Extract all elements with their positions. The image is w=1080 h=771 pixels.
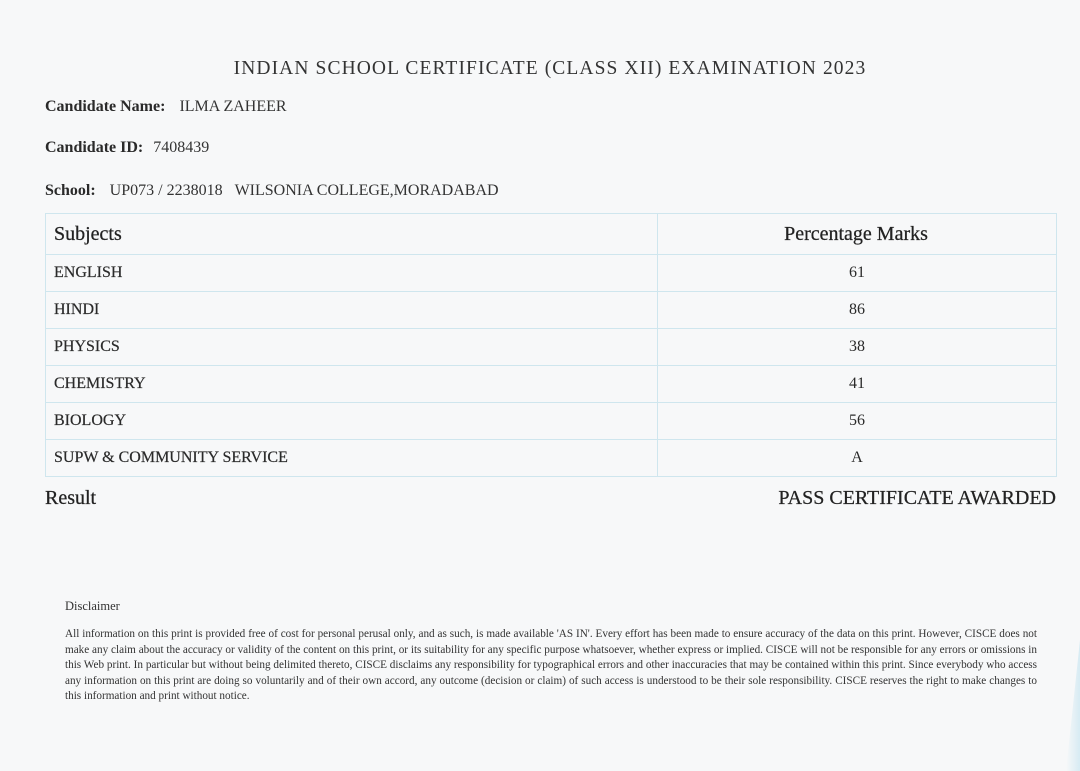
percentage-header: Percentage Marks (658, 214, 1057, 255)
candidate-name-label: Candidate Name: (45, 98, 166, 115)
page-title: INDIAN SCHOOL CERTIFICATE (CLASS XII) EXAMINATION 2023 (233, 58, 867, 79)
table-row (46, 366, 1057, 403)
table-row (46, 403, 1057, 440)
result-label: Result (45, 487, 97, 509)
table-row (46, 292, 1057, 329)
subject-cell: PHYSICS (46, 329, 658, 366)
marks-cell: 56 (658, 403, 1057, 440)
school-code: UP073 / 2238018 (109, 182, 223, 199)
subject-cell: HINDI (46, 292, 658, 329)
subjects-header: Subjects (46, 214, 658, 255)
candidate-name-row (45, 98, 287, 116)
candidate-name-value: ILMA ZAHEER (179, 98, 287, 115)
marks-cell: 61 (658, 255, 1057, 292)
school-name: WILSONIA COLLEGE,MORADABAD (234, 182, 499, 199)
candidate-id-label: Candidate ID: (45, 139, 144, 156)
marks-cell: 41 (658, 366, 1057, 403)
school-label: School: (45, 182, 96, 199)
disclaimer-title: Disclaimer (65, 599, 120, 613)
table-header-row (46, 214, 1057, 255)
marks-cell: 38 (658, 329, 1057, 366)
candidate-id-row (45, 139, 209, 157)
table-row (46, 255, 1057, 292)
table-row (46, 440, 1057, 477)
subject-cell: BIOLOGY (46, 403, 658, 440)
marks-cell: 86 (658, 292, 1057, 329)
marks-table (45, 213, 1057, 477)
subject-cell: CHEMISTRY (46, 366, 658, 403)
marks-cell: A (658, 440, 1057, 477)
subject-cell: SUPW & COMMUNITY SERVICE (46, 440, 658, 477)
table-row (46, 329, 1057, 366)
disclaimer-text: All information on this print is provided free of cost for personal perusal only, and as such, is made available 'AS IN'. Every effort has been made to ensure accuracy of the data on this print. However, CISCE does not make any claim about the accuracy or validity of the content on this print, or its suitability for any specific purpose whatsoever, whether express or implied. CISCE will not be responsible for any errors or omissions in this Web print. In particular but without being delimited thereto, CISCE disclaims any responsibility for typographical errors and other inaccuracies that may be contained within this print. Since everybody who access any information on this print are doing so voluntarily and of their own accord, any outcome (decision or claim) of such access is understood to be their sole responsibility. CISCE reserves the right to make changes to this information and print without notice. (65, 628, 1037, 703)
result-value: PASS CERTIFICATE AWARDED (778, 487, 1056, 509)
page-edge-shadow (1066, 640, 1080, 771)
school-row (45, 182, 499, 200)
candidate-id-value: 7408439 (153, 139, 210, 156)
subject-cell: ENGLISH (46, 255, 658, 292)
